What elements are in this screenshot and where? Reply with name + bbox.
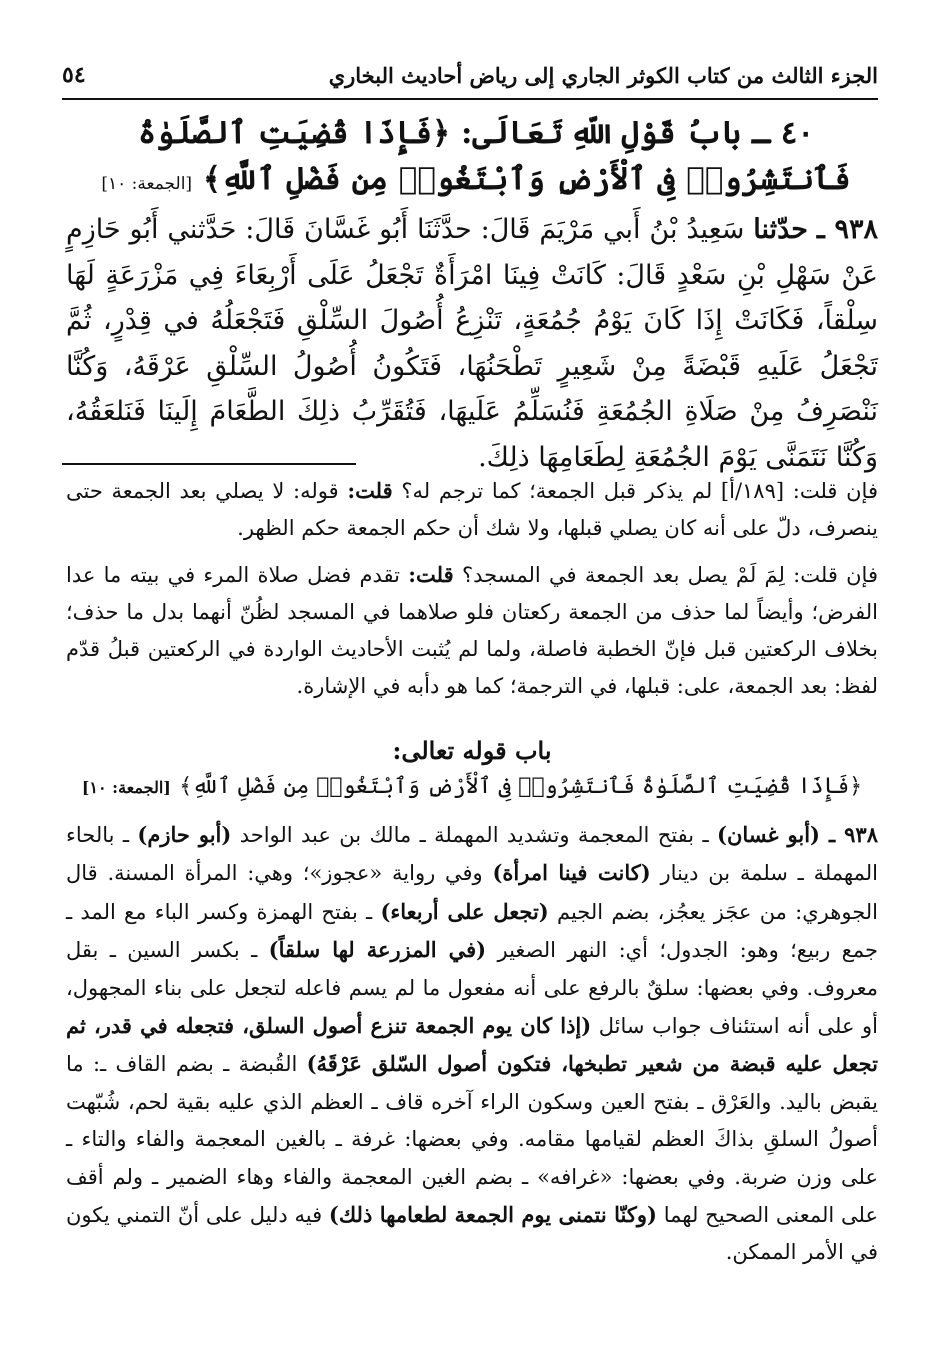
term: (في المزرعة لها سلقاً) — [268, 937, 487, 963]
explanation-text: وفي رواية «عجوز»؛ وهي: المرأة المسنة. قال الجوهري: من عجَز يعجُز، بضم الجيم — [66, 861, 878, 924]
term: (إذا كان يوم الجمعة تنزع أصول السلق، فتجعله في قدر، ثم تجعل عليه قبضة من شعير تطبخها، فتكون أصول السّلق عَرْقَهُ) — [66, 1013, 878, 1077]
footnote-divider — [62, 463, 356, 465]
chapter-ayah-end: فَٱنتَشِرُوا۟ فِى ٱلْأَرْضِ وَٱبْتَغُوا۟ مِن فَضْلِ ٱللَّهِ﴾ — [202, 161, 851, 197]
explanation-text: ـ بكسر السين ـ بقل معروف. وفي بعضها: سلقٌ بالرفع على أنه مفعول ما لم يسم فاعله لتجعل على بناء المجهول، أو على أنه استئناف جواب سائل — [66, 938, 878, 1039]
term: (أبو حازم) — [137, 822, 232, 847]
term: (وكنّا نتمنى يوم الجمعة لطعامها ذلك) — [328, 1202, 657, 1228]
hadith-body: سَعِيدُ بْنُ أَبي مَرْيَمَ قَالَ: حدَّثَنَا أَبُو غَسَّانَ قَالَ: حَدَّثني أَبُو حَازِمٍ عَنْ سَهْلِ بْنِ سَعْدٍ قَالَ: كَانَتْ فِينَا امْرَأَةٌ تَجْعَلُ عَلَى أَرْبِعَاءَ فِي مَزْرَعَةٍ لَهَا سِلْقاً، فَكَانَتْ إِذَا كَانَ يَوْمُ جُمُعَةٍ، تَنْزِعُ أُصُولَ السِّلْقِ فَتَجْعَلُهُ في قِدْرٍ، ثُمَّ تَجْعَلُ عَلَيهِ قَبْضَةً مِنْ شَعِيرٍ تَطْحَنُهَا، فَتَكُونُ أُصُولُ السِّلْقِ عَرْقَهُ، وَكُنَّا نَنْصَرِفُ مِنْ صَلَاةِ الجُمُعَةِ فَنُسَلِّمُ عَلَيهَا، فَتُقَرِّبُ ذلِكَ الطَّعَامَ إِلَينَا فَنَلعَقُهُ، وَكُنَّا نَتَمَنَّى يَوْمَ الجُمُعَةِ لِطَعَامِهَا ذلِكَ. — [66, 214, 878, 473]
commentary-paragraph-1 — [66, 472, 878, 547]
hadith-text — [66, 207, 878, 480]
running-header — [62, 52, 878, 100]
book-title: الجزء الثالث من كتاب الكوثر الجاري إلى رياض أحاديث البخاري — [328, 62, 878, 88]
question-prefix: فإن قلت: — [792, 479, 878, 503]
term: (كانت فينا امرأة) — [492, 860, 651, 886]
chapter-title — [70, 110, 882, 207]
chapter-ayah-reference: [الجمعة: ١٠] — [101, 174, 193, 194]
hadith-number: ٩٣٨ ـ — [816, 214, 878, 245]
section-ayah-line — [62, 768, 882, 805]
commentary-paragraph-2 — [66, 556, 878, 705]
explanation-text: ـ بالحاء المهملة ـ سلمة بن دينار — [66, 823, 878, 886]
explanation-paragraph — [66, 816, 878, 1272]
answer-prefix: قلت: — [347, 478, 393, 503]
term: (تجعل على أربعاء) — [380, 898, 549, 924]
question-prefix: فإن قلت: — [793, 563, 878, 587]
explanation-number: ٩٣٨ ـ — [819, 822, 878, 847]
answer-text: قوله: لا يصلي بعد الجمعة حتى ينصرف، دلّ على أنه كان يصلي قبلها، ولا شك أن حكم الجمعة حكم الظهر. — [66, 479, 878, 540]
page-number: ٥٤ — [62, 62, 86, 88]
section-ayah-reference: [الجمعة: ١٠] — [81, 778, 171, 797]
answer-prefix: قلت: — [408, 562, 454, 587]
chapter-title-line-1: ٤٠ ـ بابُ قَوْلِ اللّهِ تَعَالَى: ﴿فَإِذَا قُضِيَتِ ٱلصَّلَوٰةُ — [137, 115, 815, 151]
explanation-text: ـ بفتح الهمزة وكسر الباء مع المد ـ جمع ربيع؛ وهو: الجدول؛ أي: النهر الصغير — [66, 899, 878, 963]
section-ayah: ﴿فَإِذَا قُضِيَتِ ٱلصَّلَوٰةُ فَٱنتَشِرُوا۟ فِى ٱلْأَرْضِ وَٱبْتَغُوا۟ مِن فَضْلِ ٱللَّهِ﴾ — [179, 774, 863, 799]
explanation-text: فيه دليل على أنّ التمني يكون في الأمر الممكن. — [66, 1203, 878, 1265]
question-text: لِمَ لَمْ يصل بعد الجمعة في المسجد؟ — [461, 563, 785, 587]
hadith-lead: حدّثنا — [753, 214, 808, 245]
section-heading — [62, 734, 882, 805]
explanation-text: القُبضة ـ بضم القاف ـ: ما يقبض باليد. والعَرْق ـ بفتح العين وسكون الراء آخره قاف ـ العظم الذي عليه بقية لحم، شُبّهت أصولُ السلقِ بذاكَ العظم لقيامها مقامه. وفي بعضها: غرفة ـ بالغين المعجمة والفاء والتاء ـ على وزن ضربة. وفي بعضها: «غرافه» ـ بضم الغين المعجمة والفاء وهاء الضمير ـ ولم أقف على المعنى الصحيح لهما — [66, 1052, 879, 1228]
answer-text: تقدم فضل صلاة المرء في بيته ما عدا الفرض؛ وأيضاً لما حذف من الجمعة ركعتان فلو صلاهما في المسجد لظُنّ أنهما بدل ما حذف؛ بخلاف الركعتين قبل فإنّ الخطبة فاصلة، ولما لم يُثبت الأحاديث الواردة في الركعتين قبلُ قدّم لفظ: بعد الجمعة، على: قبلها، في الترجمة؛ كما هو دأبه في الإشارة. — [66, 563, 878, 698]
question-text: [١٨٩/أ] لم يذكر قبل الجمعة؛ كما ترجم له؟ — [401, 479, 785, 503]
term: (أبو غسان) — [717, 822, 820, 847]
section-title: باب قوله تعالى: — [392, 736, 552, 765]
chapter-title-line-2 — [70, 156, 882, 207]
explanation-text: ـ بفتح المعجمة وتشديد المهملة ـ مالك بن عبد الواحد — [231, 823, 718, 847]
